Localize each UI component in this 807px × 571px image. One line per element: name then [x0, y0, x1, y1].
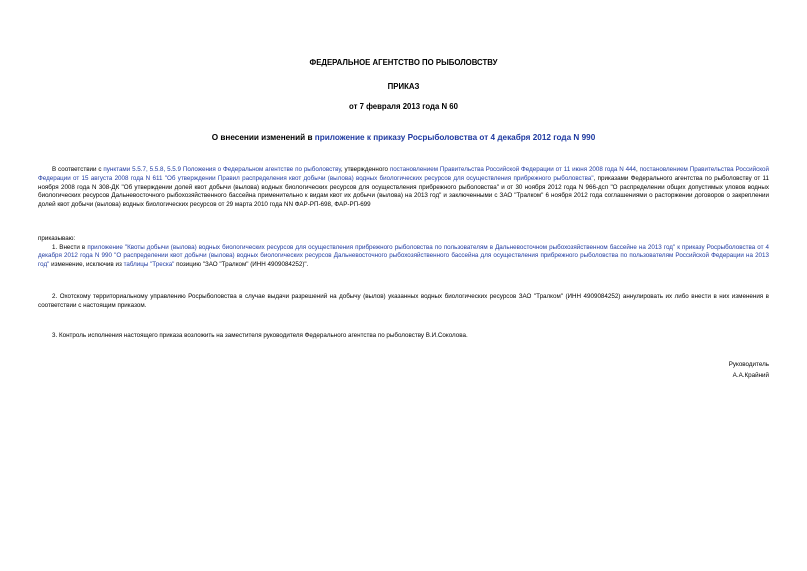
preamble-link-regulation[interactable]: пунктами 5.5.7, 5.5.8, 5.5.9 Положения о Федеральном агентстве по рыболовству: [103, 166, 341, 173]
signatory-name: А.А.Крайний: [732, 371, 769, 379]
title-link[interactable]: приложение к приказу Росрыболовства от 4 декабря 2012 года N 990: [314, 133, 596, 142]
preamble-text-3: ,: [636, 166, 640, 173]
item1-text-2: изменение, исключив из: [49, 261, 124, 268]
signature-block: [729, 360, 769, 381]
item1-text-3: позицию "ЗАО "Тралком" (ИНН 4909084252)".: [174, 261, 309, 268]
preamble-link-resolution-444[interactable]: постановлением Правительства Российской Федерации от 11 июня 2008 года N 444: [389, 166, 637, 173]
preamble-text-1: В соответствии с: [52, 166, 104, 173]
order-word: приказываю:: [38, 234, 76, 242]
item3-paragraph: 3. Контроль исполнения настоящего приказа возложить на заместителя руководителя Федерального агентства по рыболовству В.И.Соколова.: [52, 332, 468, 340]
preamble-text-2: , утвержденного: [340, 166, 390, 173]
item1-link-table[interactable]: таблицы "Треска": [123, 261, 175, 268]
agency-name: ФЕДЕРАЛЬНОЕ АГЕНТСТВО ПО РЫБОЛОВСТВУ: [309, 58, 498, 67]
document-type: ПРИКАЗ: [387, 82, 420, 91]
document-title: [38, 133, 769, 143]
item2-paragraph: 2. Охотскому территориальному управлению Росрыболовства в случае выдачи разрешений на добычу (вылов) указанных водных биологических ресурсов ЗАО "Тралком" (ИНН 4909084252) аннулировать их либо внести в них изменения в соответствии с настоящим приказом.: [38, 292, 769, 309]
preamble-paragraph: [38, 166, 769, 210]
title-prefix: О внесении изменений в: [211, 133, 315, 142]
order-paragraph: [38, 235, 769, 270]
item1-link-appendix[interactable]: приложение "Квоты добычи (вылова) водных биологических ресурсов для осуществления прибрежного рыболовства по пользователям в Дальневосточном рыбохозяйственном бассейне на 2013 год" к приказу Росрыболовства от 4 декабря 2012 года N 990 "О распределении квот добычи (вылова) водных биологических ресурсов Дальневосточного рыбохозяйственного бассейна для осуществления прибрежного рыболовства по пользователям Российской Федерации на 2013 год": [38, 243, 769, 268]
preamble-text-4: , приказами Федерального агентства по рыболовству от 11 ноября 2008 года N 308-ДК "Об утверждении долей квот добычи (вылова) водных биологических ресурсов для осуществления прибрежного рыболовства" и от 30 ноября 2012 года N 966-дсп "О распределении общих допустимых уловов водных биологических ресурсов Дальневосточного рыбохозяйственного бассейна применительно к видам квот их добычи (вылова) на 2013 год" и заключенными с ЗАО "Тралком" 6 ноября 2012 года соглашениями о расторжении договоров о закреплении долей квот добычи (вылова) водных биологических ресурсов от 29 марта 2010 года NN ФАР-РП-698, ФАР-РП-699: [38, 174, 769, 208]
signatory-position: Руководитель: [728, 361, 769, 368]
preamble-link-resolution-611[interactable]: постановлением Правительства Российской Федерации от 15 августа 2008 года N 611 "Об утверждении Правил распределения квот добычи (вылова) водных биологических ресурсов для осуществления прибрежного рыболовства": [38, 166, 770, 182]
item1-text-1: 1. Внести в: [52, 243, 88, 251]
document-date-number: от 7 февраля 2013 года N 60: [349, 102, 458, 111]
